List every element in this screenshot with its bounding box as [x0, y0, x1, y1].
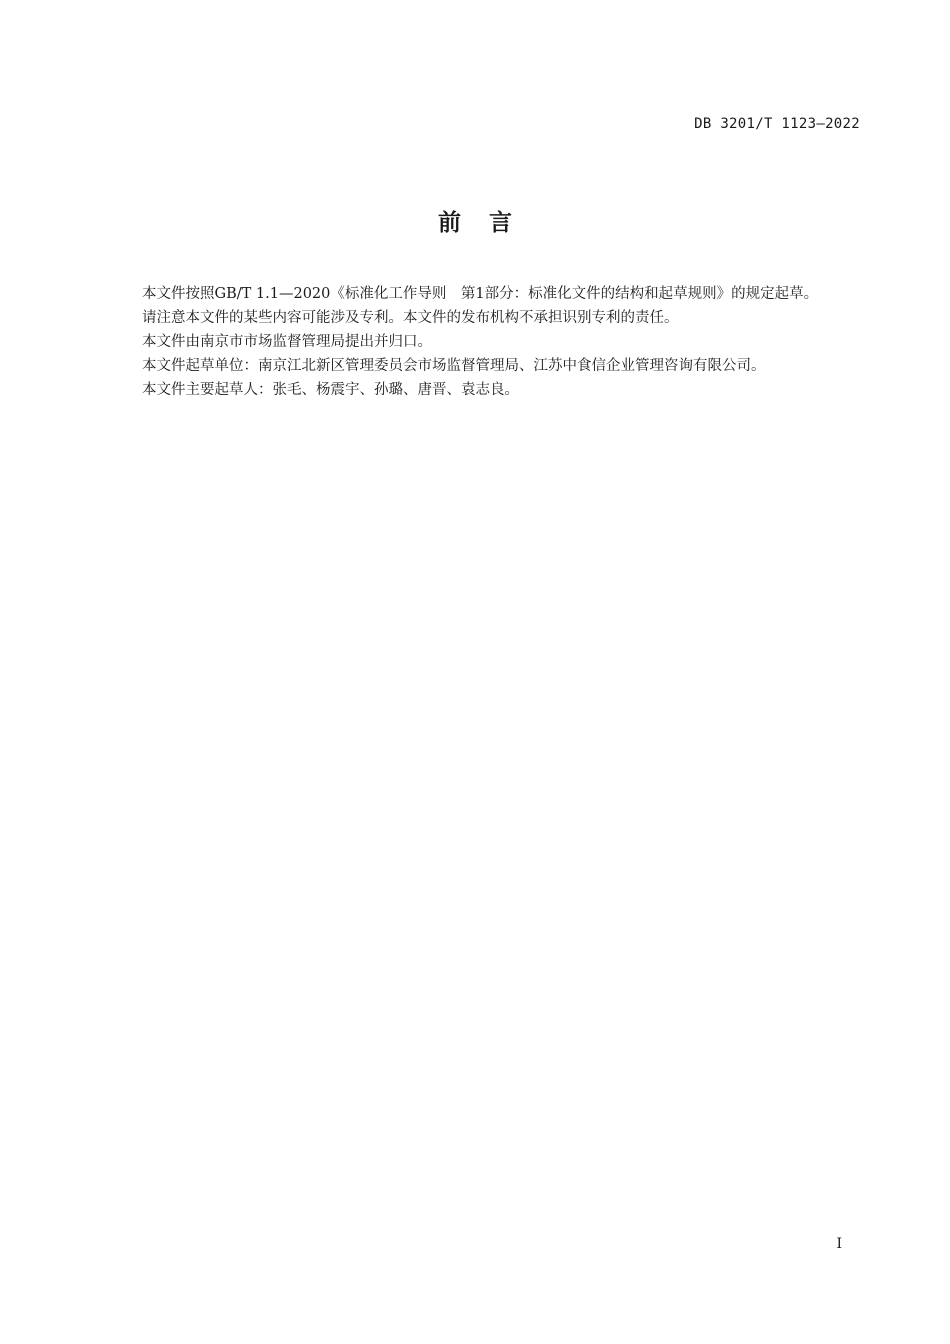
- paragraph-drafters: 本文件主要起草人：张毛、杨震宇、孙璐、唐晋、袁志良。: [142, 382, 519, 398]
- page-title: [0, 204, 950, 237]
- paragraph-patent-notice: 请注意本文件的某些内容可能涉及专利。本文件的发布机构不承担识别专利的责任。: [142, 310, 679, 326]
- page-number: I: [836, 1236, 842, 1252]
- title-char-2: 言: [489, 210, 512, 236]
- foreword-body: [113, 282, 863, 402]
- title-char-1: 前: [438, 210, 461, 236]
- paragraph-proposer: 本文件由南京市市场监督管理局提出并归口。: [142, 334, 432, 350]
- standard-code: DB 3201/T 1123—2022: [694, 116, 860, 132]
- paragraph-drafting-rules: 本文件按照GB/T 1.1—2020《标准化工作导则 第1部分：标准化文件的结构和起草规则》的规定起草。: [142, 286, 819, 302]
- paragraph-drafting-units: 本文件起草单位：南京江北新区管理委员会市场监督管理局、江苏中食信企业管理咨询有限公司。: [142, 358, 766, 374]
